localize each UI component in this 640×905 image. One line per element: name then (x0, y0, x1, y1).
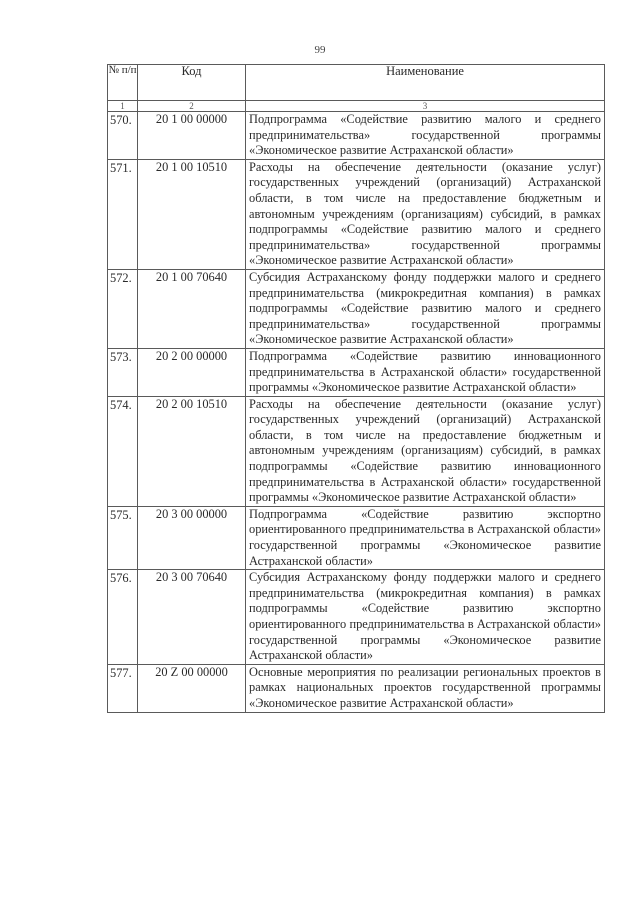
column-number: 2 (138, 101, 246, 112)
row-name: Подпрограмма «Содействие развитию малого и среднего предпринимательства» государственной программы «Экономическое развитие Астраханской области» (246, 112, 605, 160)
row-name: Подпрограмма «Содействие развитию экспортно ориентированного предпринимательства в Астраханской области» государственной программы «Экономическое развитие Астраханской области» (246, 506, 605, 569)
table-header-row (108, 65, 605, 101)
row-code: 20 3 00 00000 (138, 506, 246, 569)
table-row (108, 506, 605, 569)
header-name: Наименование (246, 65, 605, 101)
row-number: 576. (108, 570, 138, 665)
row-code: 20 1 00 00000 (138, 112, 246, 160)
column-number-row (108, 101, 605, 112)
row-name: Расходы на обеспечение деятельности (оказание услуг) государственных учреждений (организаций) Астраханской области, в том числе на предоставление бюджетным и автономным учреждениям (организациям) субсидий, в рамках подпрограммы «Содействие развитию инновационного предпринимательства в Астраханской области» государственной программы «Экономическое развитие Астраханской области» (246, 396, 605, 506)
row-number: 574. (108, 396, 138, 506)
row-name: Подпрограмма «Содействие развитию инновационного предпринимательства в Астраханской области» государственной программы «Экономическое развитие Астраханской области» (246, 348, 605, 396)
table-row (108, 664, 605, 712)
row-name: Субсидия Астраханскому фонду поддержки малого и среднего предпринимательства (микрокредитная компания) в рамках подпрограммы «Содействие развитию малого и среднего предпринимательства» государственной программы «Экономическое развитие Астраханской области» (246, 269, 605, 348)
budget-code-table (107, 64, 605, 713)
row-code: 20 2 00 00000 (138, 348, 246, 396)
row-code: 20 1 00 70640 (138, 269, 246, 348)
row-code: 20 Z 00 00000 (138, 664, 246, 712)
table-row (108, 570, 605, 665)
row-number: 572. (108, 269, 138, 348)
row-number: 571. (108, 159, 138, 269)
row-name: Основные мероприятия по реализации региональных проектов в рамках национальных проектов государственной программы «Экономическое развитие Астраханской области» (246, 664, 605, 712)
row-name: Расходы на обеспечение деятельности (оказание услуг) государственных учреждений (организаций) Астраханской области, в том числе на предоставление бюджетным и автономным учреждениям (организациям) субсидий, в рамках подпрограммы «Содействие развитию малого и среднего предпринимательства» государственной программы «Экономическое развитие Астраханской области» (246, 159, 605, 269)
row-number: 570. (108, 112, 138, 160)
row-number: 575. (108, 506, 138, 569)
row-name: Субсидия Астраханскому фонду поддержки малого и среднего предпринимательства (микрокредитная компания) в рамках подпрограммы «Содействие развитию экспортно ориентированного предпринимательства в Астраханской области» государственной программы «Экономическое развитие Астраханской области» (246, 570, 605, 665)
row-number: 577. (108, 664, 138, 712)
header-code: Код (138, 65, 246, 101)
row-code: 20 2 00 10510 (138, 396, 246, 506)
page-number: 99 (314, 44, 326, 56)
row-code: 20 3 00 70640 (138, 570, 246, 665)
row-number: 573. (108, 348, 138, 396)
table-row (108, 112, 605, 160)
row-code: 20 1 00 10510 (138, 159, 246, 269)
header-num: № п/п (108, 65, 138, 101)
column-number: 1 (108, 101, 138, 112)
table-row (108, 269, 605, 348)
table-row (108, 159, 605, 269)
column-number: 3 (246, 101, 605, 112)
table-row (108, 396, 605, 506)
table-row (108, 348, 605, 396)
